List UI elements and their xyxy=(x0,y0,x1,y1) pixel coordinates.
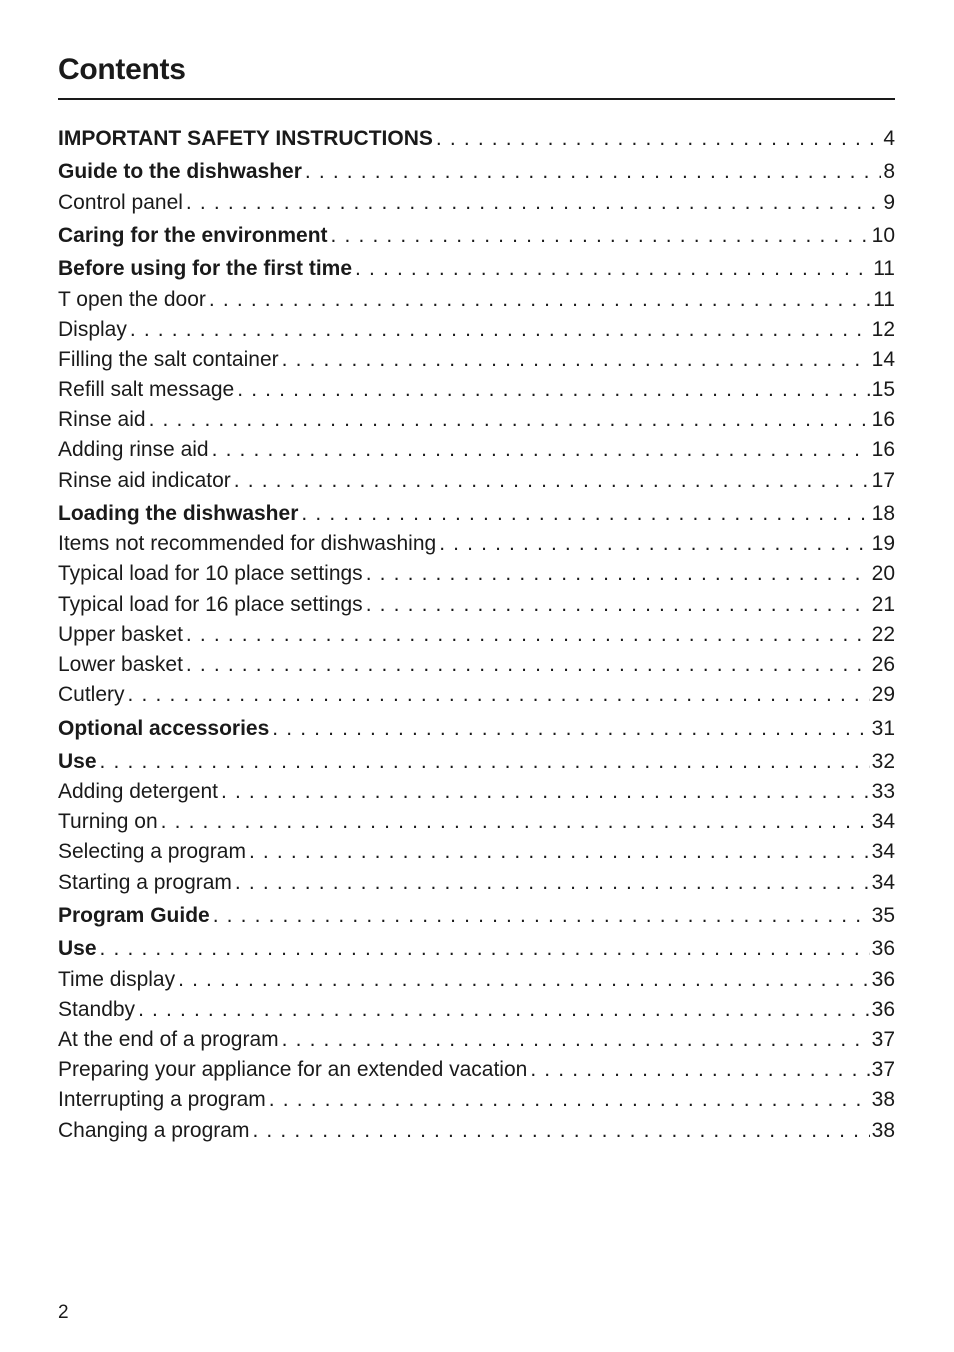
toc-entry-page: 11 xyxy=(873,257,895,281)
toc-subentry[interactable] xyxy=(58,466,895,496)
toc-entry-label: Standby xyxy=(58,997,136,1021)
toc-entry-page: 16 xyxy=(871,438,895,462)
toc-entry-label: Lower basket xyxy=(58,652,183,676)
toc-entry-label: Items not recommended for dishwashing xyxy=(58,532,437,556)
page-title: Contents xyxy=(58,53,186,86)
toc-section-heading[interactable] xyxy=(58,124,895,154)
toc-entry-page: 34 xyxy=(871,810,895,834)
toc-dot-leader xyxy=(328,221,870,251)
toc-entry-page: 22 xyxy=(871,622,895,646)
toc-subentry[interactable] xyxy=(58,315,895,345)
toc-entry-page: 31 xyxy=(871,716,895,740)
toc-entry-page: 36 xyxy=(871,967,895,991)
table-of-contents xyxy=(58,124,895,1146)
toc-entry-label: Preparing your appliance for an extended vacation xyxy=(58,1058,528,1082)
toc-subentry[interactable] xyxy=(58,529,895,559)
toc-dot-leader xyxy=(352,254,871,284)
toc-entry-page: 18 xyxy=(871,502,895,525)
toc-entry-label: Cutlery xyxy=(58,683,125,707)
toc-section-heading[interactable] xyxy=(58,499,895,529)
toc-dot-leader xyxy=(436,529,869,559)
toc-entry-label: Rinse aid indicator xyxy=(58,468,231,492)
toc-subentry[interactable] xyxy=(58,995,895,1025)
toc-entry-page: 8 xyxy=(883,160,895,184)
toc-entry-page: 36 xyxy=(871,997,895,1021)
toc-entry-label: Optional accessories xyxy=(58,716,270,740)
toc-entry-page: 32 xyxy=(871,749,895,773)
toc-entry-page: 35 xyxy=(871,904,895,927)
toc-entry-label: Caring for the environment xyxy=(58,223,328,247)
toc-dot-leader xyxy=(269,714,869,744)
toc-entry-label: Control panel xyxy=(58,190,183,214)
toc-subentry[interactable] xyxy=(58,650,895,680)
toc-entry-label: Before using for the first time xyxy=(58,257,353,281)
toc-subentry[interactable] xyxy=(58,837,895,867)
toc-section-heading[interactable] xyxy=(58,714,895,744)
toc-dot-leader xyxy=(234,375,869,405)
toc-section-heading[interactable] xyxy=(58,934,895,964)
toc-dot-leader xyxy=(363,559,870,589)
toc-entry-label: Use xyxy=(58,937,97,961)
toc-entry-label: Turning on xyxy=(58,810,158,834)
toc-subentry[interactable] xyxy=(58,559,895,589)
toc-dot-leader xyxy=(125,680,870,710)
toc-subentry[interactable] xyxy=(58,680,895,710)
toc-dot-leader xyxy=(127,315,870,345)
toc-dot-leader xyxy=(97,747,870,777)
toc-subentry[interactable] xyxy=(58,807,895,837)
toc-entry-label: Upper basket xyxy=(58,622,183,646)
toc-dot-leader xyxy=(210,901,870,931)
toc-dot-leader xyxy=(231,466,870,496)
toc-subentry[interactable] xyxy=(58,285,895,315)
toc-entry-label: Typical load for 10 place settings xyxy=(58,562,363,586)
toc-entry-page: 33 xyxy=(871,780,895,804)
toc-dot-leader xyxy=(183,650,870,680)
toc-subentry[interactable] xyxy=(58,375,895,405)
toc-entry-page: 34 xyxy=(871,840,895,864)
toc-entry-page: 37 xyxy=(871,1027,895,1051)
toc-entry-page: 20 xyxy=(871,562,895,586)
toc-dot-leader xyxy=(302,157,881,187)
toc-dot-leader xyxy=(97,934,870,964)
toc-dot-leader xyxy=(279,1025,870,1055)
toc-subentry[interactable] xyxy=(58,1025,895,1055)
toc-section-heading[interactable] xyxy=(58,747,895,777)
toc-dot-leader xyxy=(175,965,870,995)
toc-entry-label: Use xyxy=(58,749,97,773)
toc-section-heading[interactable] xyxy=(58,221,895,251)
toc-entry-page: 21 xyxy=(871,592,895,616)
toc-subentry[interactable] xyxy=(58,188,895,218)
toc-entry-label: Adding detergent xyxy=(58,780,218,804)
toc-entry-page: 19 xyxy=(871,532,895,556)
toc-section-heading[interactable] xyxy=(58,901,895,931)
toc-dot-leader xyxy=(266,1085,870,1115)
toc-dot-leader xyxy=(158,807,870,837)
toc-entry-label: At the end of a program xyxy=(58,1027,279,1051)
toc-dot-leader xyxy=(298,499,869,529)
toc-subentry[interactable] xyxy=(58,590,895,620)
toc-dot-leader xyxy=(246,837,870,867)
toc-dot-leader xyxy=(206,285,871,315)
toc-subentry[interactable] xyxy=(58,1085,895,1115)
toc-entry-page: 37 xyxy=(871,1058,895,1082)
toc-entry-page: 38 xyxy=(871,1088,895,1112)
toc-subentry[interactable] xyxy=(58,405,895,435)
toc-entry-page: 10 xyxy=(871,223,895,247)
toc-dot-leader xyxy=(249,1116,869,1146)
toc-subentry[interactable] xyxy=(58,1116,895,1146)
toc-subentry[interactable] xyxy=(58,868,895,898)
toc-dot-leader xyxy=(218,777,870,807)
toc-dot-leader xyxy=(363,590,870,620)
toc-entry-label: Time display xyxy=(58,967,176,991)
toc-dot-leader xyxy=(146,405,870,435)
title-divider xyxy=(58,98,895,100)
toc-entry-label: Interrupting a program xyxy=(58,1088,266,1112)
toc-entry-label: Changing a program xyxy=(58,1118,250,1142)
toc-entry-page: 34 xyxy=(871,870,895,894)
toc-entry-label: Starting a program xyxy=(58,870,232,894)
toc-entry-label: Adding rinse aid xyxy=(58,438,209,462)
toc-entry-label: Typical load for 16 place settings xyxy=(58,592,363,616)
toc-dot-leader xyxy=(183,188,881,218)
toc-entry-page: 17 xyxy=(871,468,895,492)
toc-subentry[interactable] xyxy=(58,620,895,650)
toc-dot-leader xyxy=(232,868,870,898)
toc-entry-page: 12 xyxy=(871,317,895,341)
toc-section-heading[interactable] xyxy=(58,254,895,284)
toc-entry-page: 26 xyxy=(871,652,895,676)
toc-dot-leader xyxy=(209,435,870,465)
toc-entry-page: 14 xyxy=(871,347,895,371)
toc-entry-label: Selecting a program xyxy=(58,840,246,864)
toc-entry-label: Display xyxy=(58,317,127,341)
toc-entry-label: Filling the salt container xyxy=(58,347,279,371)
toc-entry-label: Refill salt message xyxy=(58,378,235,402)
toc-entry-page: 38 xyxy=(871,1118,895,1142)
toc-dot-leader xyxy=(135,995,870,1025)
toc-subentry[interactable] xyxy=(58,1055,895,1085)
toc-subentry[interactable] xyxy=(58,965,895,995)
toc-entry-label: T open the door xyxy=(58,287,206,311)
toc-section-heading[interactable] xyxy=(58,157,895,187)
toc-entry-label: Guide to the dishwasher xyxy=(58,160,302,184)
toc-entry-page: 15 xyxy=(871,378,895,402)
toc-entry-page: 16 xyxy=(871,408,895,432)
toc-dot-leader xyxy=(527,1055,869,1085)
toc-entry-page: 29 xyxy=(871,683,895,707)
toc-dot-leader xyxy=(433,124,881,154)
toc-entry-label: Rinse aid xyxy=(58,408,146,432)
toc-entry-page: 9 xyxy=(883,190,895,214)
toc-entry-label: Program Guide xyxy=(58,904,210,927)
toc-dot-leader xyxy=(279,345,870,375)
toc-subentry[interactable] xyxy=(58,345,895,375)
toc-entry-label: IMPORTANT SAFETY INSTRUCTIONS xyxy=(58,127,433,150)
toc-subentry[interactable] xyxy=(58,435,895,465)
toc-entry-label: Loading the dishwasher xyxy=(58,502,299,525)
page-number: 2 xyxy=(58,1302,69,1323)
toc-dot-leader xyxy=(183,620,870,650)
toc-subentry[interactable] xyxy=(58,777,895,807)
toc-entry-page: 36 xyxy=(871,937,895,961)
toc-entry-page: 11 xyxy=(873,287,895,311)
toc-entry-page: 4 xyxy=(883,127,895,150)
